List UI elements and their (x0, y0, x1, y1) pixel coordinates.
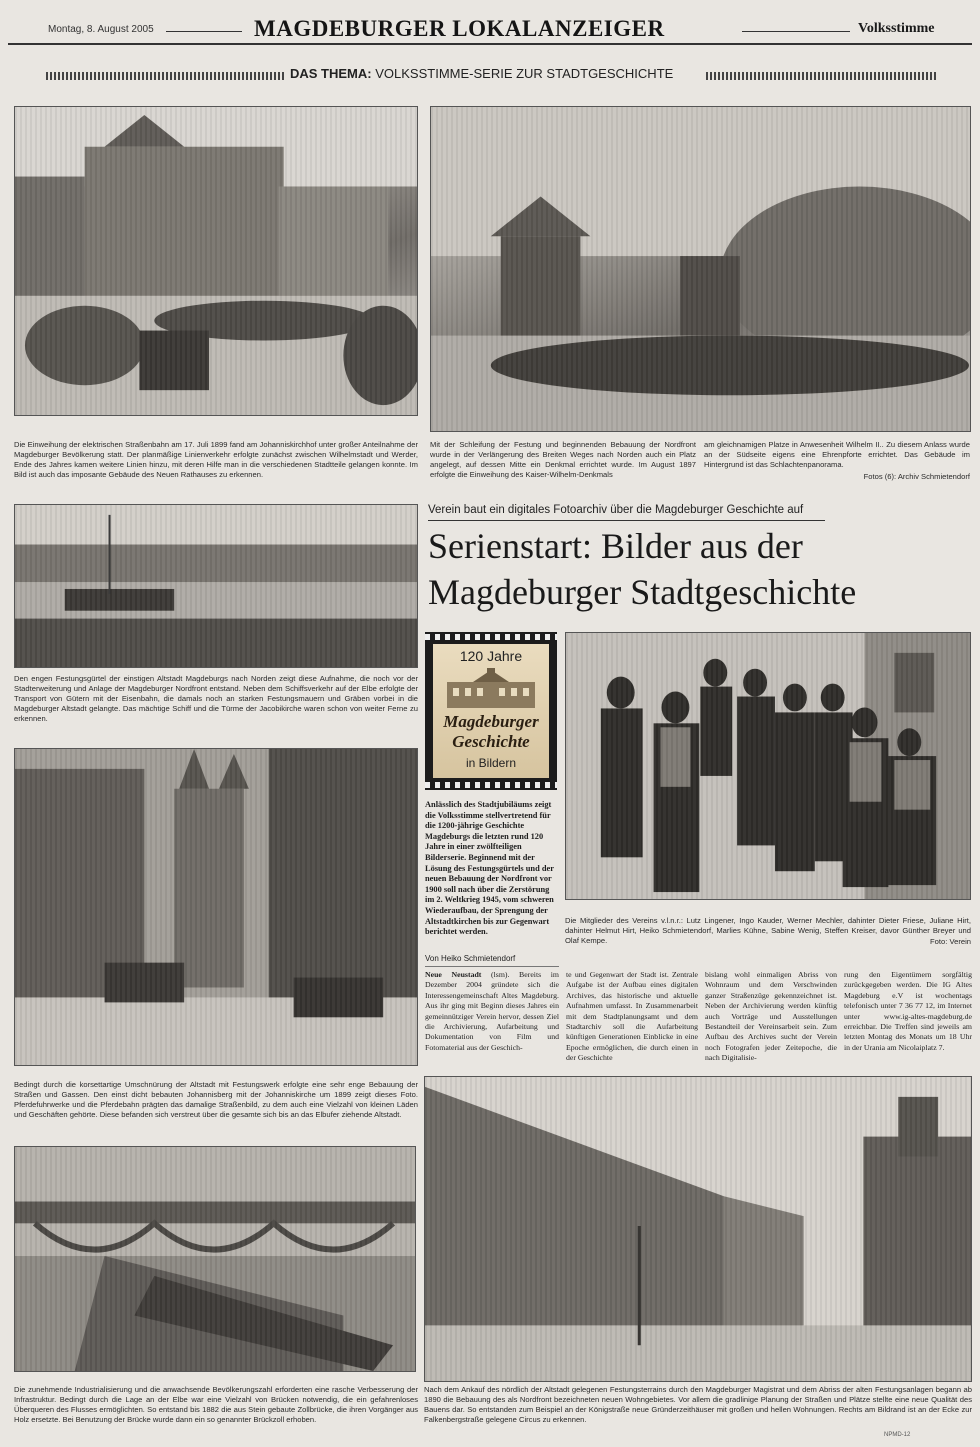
article-column-3: bislang wohl einmaligen Abriss von Wohnraum und dem Verschwinden ganzer Straßenzüge gekennzeichnet ist. Neben der Archivierung werden künftig auch Vorträge und Ausstellungen Bestandteil der Vereinsarbeit sein. Zum Aufbau des Archives sucht der Verein noch Fotografen jeder Zeitepoche, die nach Digitalisie- (705, 970, 837, 1063)
article-kicker: Verein baut ein digitales Fotoarchiv über die Magdeburger Geschichte auf (428, 504, 804, 516)
series-logo (425, 632, 557, 790)
article-column-1-text: (lsm). Bereits im Dezember 2004 gründete sich die Interessengemeinschaft Altes Magdeburg. Aus ihr ging mit Beginn dieses Jahres ein gemeinnütziger Verein hervor, dessen Ziel die Archivierung, Aufarbeitung und Dokumentation von Film und Fotomaterial aus der Geschich- (425, 970, 559, 1052)
masthead-title: MAGDEBURGER LOKALANZEIGER (254, 16, 665, 41)
article-column-2: te und Gegenwart der Stadt ist. Zentrale Aufgabe ist der Aufbau eines digitalen Archives, das historische und aktuelle Aufnahmen umfasst. In Zusammenarbeit mit dem Stadtplanungsamt und dem Stadtarchiv soll die Aufarbeitung künftigen Generationen Einblicke in eine Epoche ermöglichen, die durch einen in der Geschichte (566, 970, 698, 1063)
page-code: NPMD-12 (884, 1432, 911, 1438)
caption-photo-nordfront: Nach dem Ankauf des nördlich der Altstadt gelegenen Festungsterrains durch den Magdeburger Magistrat und dem Abriss der alten Festungsanlagen begann ab 1890 die Bebauung des als Nordfront bezeichneten neuen Wohngebietes. Vor allem die gradlinige Planung der Straßen und Plätze stellte eine neue Qualität des Bauens dar. So entstanden zum Beispiel an der Königstraße neue Gründerzeithäuser mit großen und hellen Wohnungen. Rechts am Bildrand ist an der Ecke zur Falkenbergstraße gelegene Circus zu erkennen. (424, 1385, 972, 1424)
photo-tram-illustration (15, 107, 417, 415)
series-logo-top: 120 Jahre (459, 648, 523, 664)
series-logo-script-1: Magdeburger (443, 712, 539, 731)
masthead-brand: Volksstimme (858, 21, 935, 36)
photo-monument-illustration (431, 107, 970, 431)
theme-title (290, 66, 673, 81)
photo-elbe-illustration (15, 505, 417, 667)
city-hall-icon (433, 668, 549, 708)
caption-photo-tram: Die Einweihung der elektrischen Straßenbahn am 17. Juli 1899 fand am Johanniskirchhof unter großer Anteilnahme der Magdeburger Bevölkerung statt. Der planmäßige Linienverkehr erfolgte zunächst zwischen Wilhelmstadt und Werder, Ende des Jahres kamen weitere Linien hinzu, mit deren Hilfe man in die verschiedenen Stadtteile gelangen konnte. Im Bild ist auch das imposante Gebäude des Neuen Rathauses zu erkennen. (14, 440, 418, 479)
photo-elbe-fortress (14, 504, 418, 668)
masthead (0, 0, 980, 44)
theme-bar (46, 62, 936, 92)
article-column-4: rung den Eigentümern sorgfältig zurückgegeben werden. Die IG Altes Magdeburg e.V ist wochentags telefonisch unter 7 36 77 12, im Internet unter www.ig-altes-magdeburg.de erreichbar. Die Treffen sind jeweils am letzten Montag des Monats um 18 Uhr in der Urania am Nicolaiplatz 7. (844, 970, 972, 1052)
photo-nordfront-street (424, 1076, 972, 1382)
caption-photo-monument-b: am gleichnamigen Platze in Anwesenheit Wilhelm II.. Zu diesem Anlass wurde an der Südseite eigens eine Ehrenpforte errichtet. Das Gebäude im Hintergrund ist das Schlachtenpanorama. (704, 440, 970, 469)
caption-photo-bridge: Die zunehmende Industrialisierung und die anwachsende Bevölkerungszahl erforderten eine rasche Verbesserung der Infrastruktur. Bedingt durch die Lage an der Elbe war eine Vielzahl von Brücken notwendig, die ein gefahrenloses Überqueren des Flusses ermöglichten. So entstand bis 1882 die aus Stein gebaute Zollbrücke, die ihren Vorgänger aus Holz ersetzte. Bei Benutzung der Brücke wurde dann ein so genannter Brückzoll erhoben. (14, 1385, 418, 1424)
caption-group-photo: Die Mitglieder des Vereins v.l.n.r.: Lutz Lingener, Ingo Kauder, Werner Mechler, dahinter Dieter Friese, Juliane Hirt, dahinter Helmut Hirt, Heiko Schmietendorf, Marlies Kühne, Sabine Wenig, Steffen Kreiser, davor Günther Breyer und Olaf Kempe. (565, 916, 971, 945)
photo-group-illustration (566, 633, 970, 899)
photo-credit-archive: Fotos (6): Archiv Schmietendorf (863, 472, 970, 481)
photo-nordfront-illustration (425, 1077, 971, 1381)
photo-zollbruecke (14, 1146, 416, 1372)
masthead-date: Montag, 8. August 2005 (48, 24, 154, 35)
theme-text: VOLKSSTIMME-SERIE ZUR STADTGESCHICHTE (375, 66, 674, 81)
photo-street-illustration (15, 749, 417, 1065)
photo-club-members (565, 632, 971, 900)
photo-credit-club: Foto: Verein (930, 937, 971, 946)
caption-photo-johannisberg: Bedingt durch die korsettartige Umschnürung der Altstadt mit Festungswerk erfolgte eine sehr enge Bebauung der Straßen und Gassen. Den einst dicht bebauten Johannisberg mit der Johanniskirche um 1899 zeigt dieses Foto. Pferdefuhrwerke und die Pferdebahn prägten das damalige Straßenbild, zu dem auch eine Vielzahl von kleinen Läden und Geschäften gehörte. Diese befanden sich verstreut über die gesamte sich bis an das Elbufer ziehende Altstadt. (14, 1080, 418, 1119)
photo-johannisberg-street (14, 748, 418, 1066)
article-dateline: Neue Neustadt (425, 970, 482, 979)
series-logo-panel (433, 644, 549, 778)
article-headline-line1: Serienstart: Bilder aus der (428, 526, 803, 566)
series-logo-script-2: Geschichte (452, 732, 530, 751)
photo-bridge-illustration (15, 1147, 415, 1371)
theme-label: DAS THEMA: (290, 66, 372, 81)
article-byline: Von Heiko Schmietendorf (425, 954, 516, 963)
article-column-1 (425, 970, 559, 1053)
caption-photo-elbe: Den engen Festungsgürtel der einstigen Altstadt Magdeburgs nach Norden zeigt diese Aufnahme, die noch vor der Stadterweiterung und Anlage der Magdeburger Nordfront entstand. Neben dem Schiffsverkehr auf der Elbe erfolgte der Transport von Gütern mit der Eisenbahn, die damals noch an starken Festungsmauern und Gräben vorbei in die Magdeburger Altstadt gelangte. Das mächtige Schiff und die Türme der Jacobikirche waren schon von weiter Ferne zu erkennen. (14, 674, 418, 723)
series-logo-bottom: in Bildern (465, 756, 517, 770)
article-lead: Anlässlich des Stadtjubiläums zeigt die Volksstimme stellvertretend für die 1200-jährige Geschichte Magdeburgs die letzten rund 120 Jahre in einer zwölfteiligen Bilderserie. Beginnend mit der Lösung des Festungsgürtels und der neuen Bebauung der Nordfront vor 1900 soll nach über die Zerstörung im 2. Weltkrieg 1945, vom schweren Wiederaufbau, der Sprengung der Altstadtkirchen bis zur Gegenwart berichtet werden. (425, 800, 554, 937)
article-headline-line2: Magdeburger Stadtgeschichte (428, 572, 857, 612)
caption-photo-monument-a: Mit der Schleifung der Festung und beginnenden Bebauung der Nordfront wurde in der Verlängerung des Breiten Weges nach Norden auch ein Platz angelegt, auf dessen Mitte ein Denkmal errichtet wurde. Im August 1897 erfolgte die Einweihung des Kaiser-Wilhelm-Denkmals (430, 440, 696, 479)
photo-tram-inauguration (14, 106, 418, 416)
photo-kaiser-wilhelm-monument (430, 106, 971, 432)
